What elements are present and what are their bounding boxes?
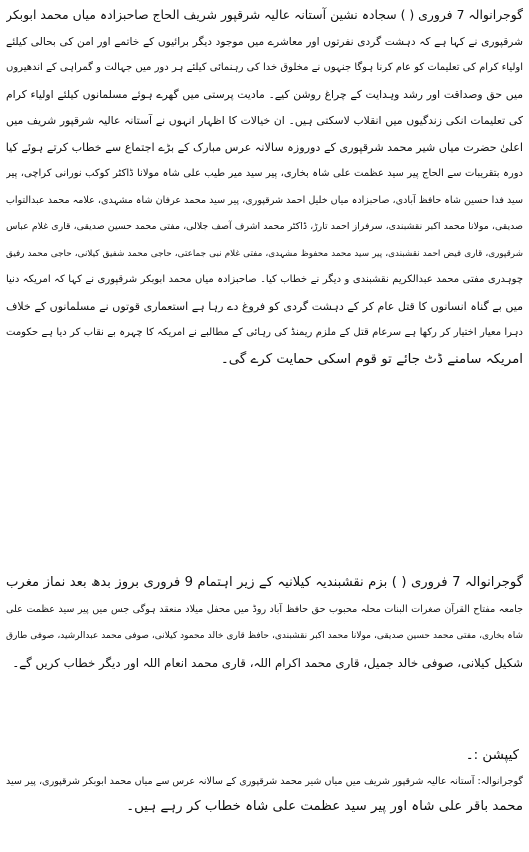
article-line: صدیقی، مولانا محمد اکبر نقشبندی، سرفراز احمد تارڑ، ڈاکٹر محمد اشرف آصف جلالی، مفتی محمد حسین صدیقی، قاری غلام عباس bbox=[6, 221, 523, 232]
caption-heading: کیپشن :۔ bbox=[465, 748, 519, 763]
article-line: گوجرانوالہ 7 فروری ( ) بزم نقشبندیہ کیلانیہ کے زیر اہتمام 9 فروری بروز بدھ بعد نماز مغرب bbox=[6, 575, 523, 590]
article-line: شاہ بخاری، مفتی محمد حسین صدیقی، مولانا محمد اکبر نقشبندی، حافظ قاری خالد محمود کیلانی، صوفی محمد عبدالرشید، صوفی طارق bbox=[6, 631, 523, 641]
photo-caption bbox=[6, 742, 523, 819]
caption-line: محمد باقر علی شاہ اور پیر سید عظمت علی شاہ خطاب کر رہے ہیں۔ bbox=[126, 798, 523, 814]
article-line: میں بے گناہ انسانوں کا قتل عام کر کے دہشت گردی کو فروغ دے رہا ہے استعماری قوتوں نے مسلمانوں کے خلاف bbox=[6, 299, 523, 313]
caption-line: گوجرانوالہ: آستانہ عالیہ شرقپور شریف میں میاں شیر محمد شرقپوری کے سالانہ عرس سے میاں محمد ابوبکر شرقپوری، پیر سید bbox=[6, 776, 523, 787]
news-article-1 bbox=[6, 2, 523, 373]
article-line: اعلیٰ حضرت میاں شیر محمد شرقپوری کے دوروزہ سالانہ عرس مبارک کے بڑے اجتماع سے خطاب کرتے ہوئے کیا bbox=[6, 140, 523, 154]
article-line: جامعہ مفتاح القرآن صغرات البنات محلہ محبوب حق حافظ آباد روڈ میں محفل میلاد منعقد ہوگی جس میں پیر سید عظمت علی bbox=[6, 603, 523, 615]
article-line: شرقپوری، قاری فیض احمد نقشبندی، پیر سید محمد محفوظ مشہدی، مفتی غلام نبی جماعتی، حاجی محمد شفیق کیلانی، حاجی محمد رفیق bbox=[6, 248, 523, 259]
article-line: کی تعلیمات انکی زندگیوں میں انقلاب لاسکتی ہیں۔ ان خیالات کا اظہار انہوں نے آستانہ عالیہ شرقپور شریف میں bbox=[6, 114, 523, 127]
article-line: گوجرانوالہ 7 فروری ( ) سجادہ نشین آستانہ عالیہ شرقپور شریف الحاج صاحبزادہ میاں محمد ابوبکر bbox=[6, 7, 523, 22]
article-line: دہرا معیار اختیار کر رکھا ہے سرعام قتل کے ملزم ریمنڈ کی رہائی کے مطالبے نے امریکہ کا چہرہ بے نقاب کر دیا ہے حکومت bbox=[6, 327, 523, 338]
article-line: دورہ بتقریبات سے الحاج پیر سید عظمت علی شاہ بخاری، پیر سید میر طیب علی شاہ مولانا ڈاکٹر کوکب نورانی کراچی، پیر bbox=[6, 168, 523, 179]
article-line: سید فدا حسین شاہ حافظ آبادی، صاحبزادہ میاں خلیل احمد شرقپوری، پیر سید محمد عرفان شاہ مشہدی، علامہ محمد عبدالتواب bbox=[6, 194, 523, 206]
article-line: چوہدری مفتی محمد عبدالکریم نقشبندی و دیگر نے خطاب کیا۔ صاحبزادہ میاں محمد ابوبکر شرقپوری نے کہا کہ امریکہ دنیا bbox=[6, 274, 523, 285]
article-line: امریکہ سامنے ڈٹ جائے تو قوم اسکی حمایت کرے گی۔ bbox=[220, 351, 523, 367]
article-line: شکیل کیلانی، صوفی خالد جمیل، قاری محمد اکرام اللہ، قاری محمد انعام اللہ اور دیگر خطاب کریں گے۔ bbox=[12, 655, 523, 670]
article-line: میں حق وصداقت اور رشد وہدایت کے چراغ روشن کیے۔ مادیت پرستی میں گھرے ہوئے مسلمانوں کیلئے اولیاء کرام bbox=[6, 87, 523, 101]
article-line: اولیاء کرام کی تعلیمات کو عام کرنا ہوگا جنہوں نے مخلوق خدا کی رہنمائی کیلئے ہر دور میں جہالت و گمراہی کے اندھیروں bbox=[6, 62, 523, 73]
article-line: شرقپوری نے کہا ہے کہ دہشت گردی نفرتوں اور معاشرے میں موجود دیگر برائیوں کے خاتمے اور امن کی بحالی کیلئے bbox=[6, 35, 523, 48]
news-article-2 bbox=[6, 570, 523, 676]
